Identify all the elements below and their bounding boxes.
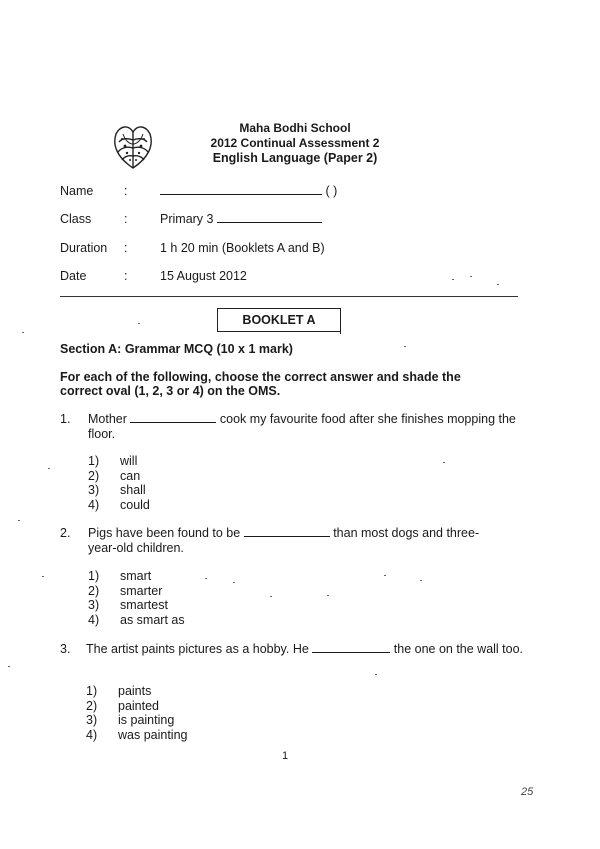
question-1-number: 1.: [60, 412, 71, 426]
instructions: For each of the following, choose the correct answer and shade the correct oval (1, 2, 3 or 4) on the OMS.: [60, 370, 461, 398]
section-title: Section A: Grammar MCQ (10 x 1 mark): [60, 342, 293, 356]
register-number-paren: ( ): [325, 184, 338, 198]
date-colon: :: [124, 269, 128, 283]
header-divider: [60, 296, 518, 297]
question-2-text: Pigs have been found to be than most dogs and three-year-old children.: [88, 526, 480, 555]
scan-speck: [18, 520, 20, 521]
scan-speck: [138, 323, 140, 324]
class-colon: :: [124, 212, 128, 226]
school-logo: [108, 120, 158, 172]
date-value: 15 August 2012: [160, 269, 247, 283]
name-colon: :: [124, 184, 128, 198]
class-value: Primary 3: [160, 212, 214, 226]
duration-value: 1 h 20 min (Booklets A and B): [160, 241, 325, 255]
subject-title: English Language (Paper 2): [212, 151, 378, 165]
scan-speck: [404, 346, 406, 347]
question-2-number: 2.: [60, 526, 71, 540]
scan-speck: [42, 576, 44, 577]
scan-speck: [375, 674, 377, 675]
question-1-text: Mother cook my favourite food after she finishes mopping the floor.: [88, 412, 516, 441]
school-name: Maha Bodhi School: [239, 121, 351, 135]
scan-speck: [443, 462, 445, 463]
scan-speck: [452, 279, 454, 280]
question-3-text: The artist paints pictures as a hobby. He the one on the wall too.: [86, 642, 524, 656]
scan-speck: [8, 666, 10, 667]
duration-colon: :: [124, 241, 128, 255]
answer-blank: [244, 526, 330, 537]
booklet-label: BOOKLET A: [217, 308, 341, 332]
duration-label: Duration: [60, 241, 108, 255]
scan-speck: [470, 276, 472, 277]
name-label: Name: [60, 184, 94, 198]
scan-speck: [270, 596, 272, 597]
scan-speck: [420, 580, 422, 581]
scan-speck: [497, 284, 499, 285]
class-field[interactable]: [160, 212, 322, 226]
question-3-number: 3.: [60, 642, 71, 656]
answer-blank: [312, 642, 390, 653]
name-field[interactable]: [160, 184, 337, 198]
page-number: 1: [282, 750, 289, 762]
scan-speck: [327, 595, 329, 596]
date-label: Date: [60, 269, 87, 283]
exam-header: [180, 121, 410, 166]
answer-blank: [130, 412, 216, 423]
scan-speck: [48, 468, 50, 469]
exam-page: Maha Bodhi School 2012 Continual Assessment 2 English Language (Paper 2) Name : ( ) Class : Primary 3 Duration : 1 h 20 min (Booklets A and B) Date : 15 August 2012 BOOKLET A Section A: Grammar MCQ (10 x 1 mark) For each of the following, choose the correct answer and shade the correct oval (1, 2, 3 or 4) on the OMS. 1. Mother cook my favourite food after she finishes mopping the floor. 1) will 2) can 3) shall 4) could 2. Pigs have been found to be than most dogs and three-year-old children. 1) smart 2) smarter 3) smartest 4) as smart as 3. The artist paints pictures as a hobby. He the one on the wall too. 1) paints 2) painted 3) is painting 4) was painting 1 25: [0, 0, 600, 849]
scan-speck: [22, 332, 24, 333]
corner-mark: 25: [521, 786, 534, 798]
class-label: Class: [60, 212, 92, 226]
assessment-title: 2012 Continual Assessment 2: [210, 136, 380, 150]
scan-speck: [384, 575, 386, 576]
scan-speck: [205, 578, 207, 579]
scan-speck: [233, 582, 235, 583]
